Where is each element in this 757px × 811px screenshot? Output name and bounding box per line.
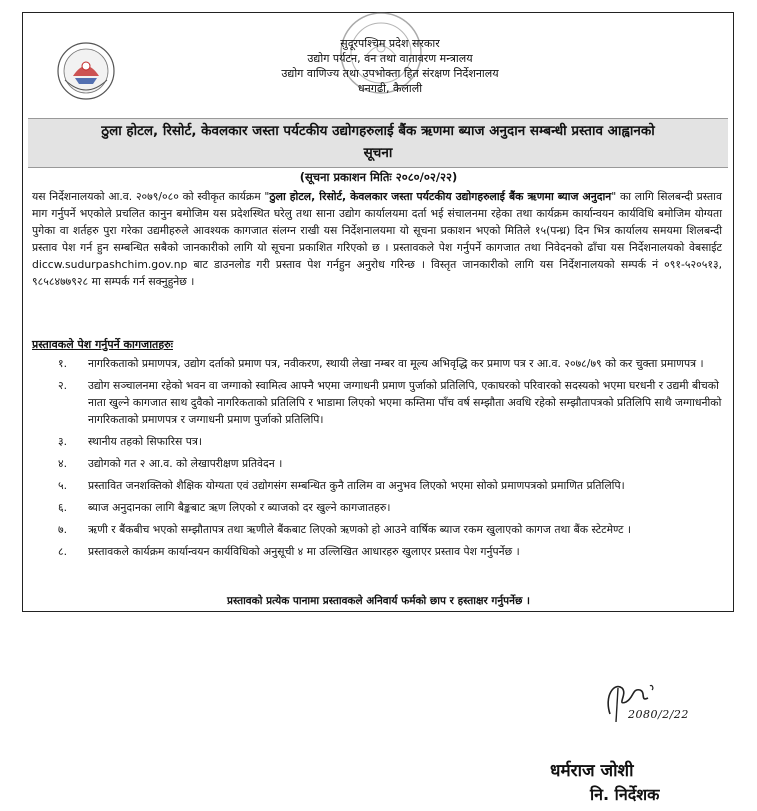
item-text: ब्याज अनुदानका लागि बैङ्कबाट ऋण लिएको र ब्याजको दर खुल्ने कागजातहरु। [88,501,391,514]
item-text: स्थानीय तहको सिफारिस पत्र। [88,435,202,448]
officer-title: नि. निर्देशक [590,785,660,804]
officer-name: धर्मराज जोशी [550,761,634,781]
notice-title-line1: ठुला होटल, रिसोर्ट, केवलकार जस्ता पर्यटकीय उद्योगहरुलाई बैंक ऋणमा ब्याज अनुदान सम्बन्धी प्रस्ताव आह्वानको [101,123,655,139]
footer-note: प्रस्तावको प्रत्येक पानामा प्रस्तावकले अनिवार्य फर्मको छाप र हस्ताक्षर गर्नुपर्नेछ । [227,595,530,607]
intro-text-1: यस निर्देशनालयको आ.व. २०७९/०८० को स्वीकृत कार्यक्रम " [32,190,270,203]
item-text: उद्योग सञ्चालनमा रहेको भवन वा जग्गाको स्वामित्व आफ्नै भएमा जग्गाधनी प्रमाण पुर्जाको प्रतिलिपि, एकाघरको परिवारको सदस्यको भएमा घरधनी र उद्यमी बीचको नाता खुल्ने कागजात साथ दुवैको नागरिकताको प्रतिलिपि र भाडामा लिएको भएमा कम्तिमा पाँच वर्ष सम्झौता अवधि रहेको सम्झौतापत्रको प्रतिलिपि साथै जग्गाधनीको नागरिकताको प्रमाणपत्र र जग्गाधनी प्रमाण पुर्जाको प्रतिलिपि। [88,379,722,426]
list-item [32,477,722,494]
intro-text-3: बाट डाउनलोड गरी प्रस्ताव पेश गर्नहुन अनुरोध गरिन्छ । विस्तृत जानकारीको लागि यस निर्देशनालयको सम्पर्क नं ०९१-५२०५१३, ९८५८४७७९२८ मा सम्पर्क गर्न सक्नुहुनेछ । [32,258,722,288]
website-link[interactable]: diccw.sudurpashchim.gov.np [32,258,188,271]
notice-title [28,120,728,164]
intro-paragraph [32,188,722,290]
item-text: उद्योगको गत २ आ.व. को लेखापरीक्षण प्रतिवेदन । [88,457,283,470]
item-number: १. [58,357,68,370]
requirements-heading: प्रस्तावकले पेश गर्नुपर्ने कागजातहरुः [32,338,173,351]
requirements-list [32,355,722,565]
item-number: ३. [58,435,68,448]
signature-date: 2080/2/22 [628,708,689,721]
intro-text-2: " का लागि सिलबन्दी प्रस्ताव माग गर्नुपर्ने भएकोले प्रचलित कानुन बमोजिम यस प्रदेशस्थित घरेलु तथा साना उद्योग कार्यालयमा दर्ता भई संचालनमा रहेका तथा कार्यक्रम कार्यान्वयन कार्यविधि बमोजिम योग्यता पुगेका वा शर्तहरु पुरा गरेका उद्यमीहरुले आवश्यक कागजात संलग्न राखी यस निर्देशनालयमा यो सूचना प्रकाशन भएको मितिले १५(पन्ध्र) दिन भित्र कार्यालय समयमा शिलबन्दी प्रस्ताव पेश गर्न हुन सम्बन्धित सबैको जानकारीको लागि यो सूचना प्रकाशित गरिएको छ । प्रस्तावकले पेश गर्नुपर्ने कागजात तथा निवेदनको ढाँचा यस निर्देशनालयको वेबसाईट [32,190,722,254]
list-item [32,355,722,372]
item-text: प्रस्तावित जनशक्तिको शैक्षिक योग्यता एवं उद्योगसंग सम्बन्धित कुनै तालिम वा अनुभव लिएको भएमा सोको प्रमाणपत्रको प्रमाणित प्रतिलिपि। [88,479,625,492]
header-province: सुदूरपश्चिम प्रदेश सरकार [340,37,440,50]
intro-program-name: ठुला होटल, रिसोर्ट, केवलकार जस्ता पर्यटकीय उद्योगहरुलाई बैंक ऋणमा ब्याज अनुदान [269,190,612,203]
item-number: ८. [58,545,68,558]
list-item [32,499,722,516]
item-text: नागरिकताको प्रमाणपत्र, उद्योग दर्ताको प्रमाण पत्र, नवीकरण, स्थायी लेखा नम्बर वा मूल्य अभिवृद्धि कर प्रमाण पत्र र आ.व. २०७८/७९ को कर चुक्ता प्रमाणपत्र । [88,357,704,370]
header-directorate: उद्योग वाणिज्य तथा उपभोक्ता हित संरक्षण निर्देशनालय [281,67,499,80]
header-location: धनगढी, कैलाली [357,82,423,95]
list-item [32,455,722,472]
list-item [32,543,722,560]
item-number: ५. [58,479,68,492]
item-number: २. [58,379,68,392]
publication-date: (सूचना प्रकाशन मितिः २०८०/०२/२२) [299,170,458,184]
item-number: ६. [58,501,68,514]
item-number: ४. [58,457,68,470]
nepal-emblem-icon [55,40,117,102]
header-ministry: उद्योग पर्यटन, वन तथा वातावरण मन्त्रालय [307,52,473,65]
item-number: ७. [58,523,68,536]
list-item [32,521,722,538]
list-item [32,377,722,428]
office-header [190,36,590,96]
item-text: प्रस्तावकले कार्यक्रम कार्यान्वयन कार्यविधिको अनुसूची ४ मा उल्लिखित आधारहरु खुलाएर प्रस्ताव पेश गर्नुपर्नेछ । [88,545,520,558]
notice-title-line2: सूचना [363,145,393,161]
list-item [32,433,722,450]
item-text: ऋणी र बैंकबीच भएको सम्झौतापत्र तथा ऋणीले बैंकबाट लिएको ऋणको हो आउने वार्षिक ब्याज रकम खुलाएको कागज तथा बैंक स्टेटमेण्ट । [88,523,632,536]
